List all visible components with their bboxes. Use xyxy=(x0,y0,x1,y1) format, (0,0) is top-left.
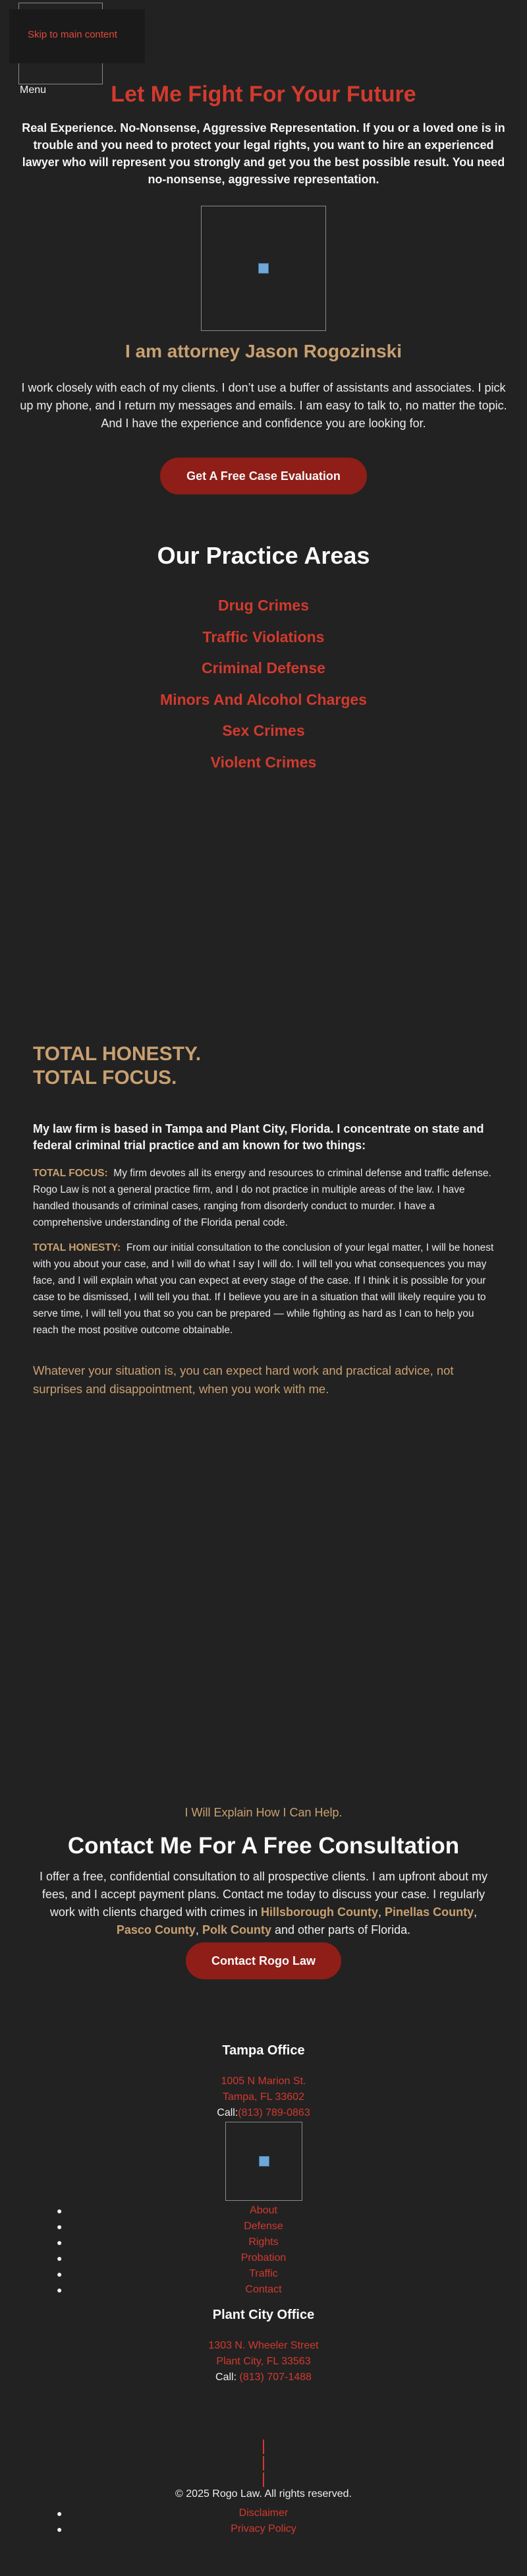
plant-city-address-line2[interactable]: Plant City, FL 33563 xyxy=(216,2356,311,2367)
firm-intro-text: My law firm is based in Tampa and Plant City, Florida. I concentrate on state and federal criminal trial practice and am known for two things: xyxy=(33,1122,484,1152)
county-link-pasco[interactable]: Pasco County xyxy=(116,1923,196,1936)
practice-area-link[interactable]: Sex Crimes xyxy=(222,722,305,739)
total-honesty-text: From our initial consultation to the conclusion of your legal matter, I will be honest with you about your case, and I will do what I say I will do. I will tell you what consequences you may face, and I will explain what you can expect at every stage of the case. If I think it is possible for your case to be dismissed, I will tell you that. If I believe you are in a situation that will likely require you to serve time, I will tell you that so you can be prepared — while fighting as hard as I can to help you reach the most positive outcome obtainable. xyxy=(33,1242,494,1336)
footer-nav xyxy=(0,2203,527,2298)
total-honesty-paragraph xyxy=(33,1240,494,1338)
honesty-focus-heading xyxy=(33,1042,201,1090)
tampa-phone-line xyxy=(0,2107,527,2119)
county-separator: , xyxy=(378,1905,382,1919)
footer-nav-label: Probation xyxy=(240,2252,287,2263)
footer-nav-label: Rights xyxy=(248,2236,279,2248)
attorney-intro-text: I work closely with each of my clients. I don’t use a buffer of assistants and associates. I pick up my phone, and I return my messages and emails. I am easy to talk to, no matter the topic. And I have the experience and confidence you are looking for. xyxy=(20,381,507,430)
practice-area-link[interactable]: Drug Crimes xyxy=(217,597,310,614)
attorney-photo xyxy=(201,206,326,331)
honesty-title-line1: TOTAL HONESTY. xyxy=(33,1043,202,1065)
total-honesty-label: TOTAL HONESTY: xyxy=(33,1242,121,1253)
practice-area-link[interactable]: Criminal Defense xyxy=(202,659,325,676)
county-link-polk[interactable]: Polk County xyxy=(202,1923,271,1936)
county-separator: , xyxy=(195,1923,199,1936)
footer-nav-item[interactable] xyxy=(0,2234,527,2250)
county-link-pinellas[interactable]: Pinellas County xyxy=(385,1905,474,1919)
footer-nav-label: Defense xyxy=(244,2221,283,2232)
practice-area-link[interactable]: Minors And Alcohol Charges xyxy=(160,690,367,708)
plant-city-address-line1[interactable]: 1303 N. Wheeler Street xyxy=(208,2340,319,2351)
footer-nav-label: Contact xyxy=(245,2284,282,2295)
copyright-text: © 2025 Rogo Law. All rights reserved. xyxy=(175,2488,352,2500)
contact-tagline: I Will Explain How I Can Help. xyxy=(184,1806,343,1819)
legal-nav xyxy=(0,2505,527,2537)
footer-nav-item[interactable] xyxy=(0,2282,527,2298)
bullet-icon: ● xyxy=(57,2237,63,2248)
bullet-icon: ● xyxy=(57,2205,63,2216)
total-focus-label: TOTAL FOCUS: xyxy=(33,1168,108,1179)
total-focus-text: My firm devotes all its energy and resources to criminal defense and traffic defense. Rogo Law is not a general practice firm, and I do not practice in multiple areas of the law. I have handled thousands of criminal cases, ranging from disorderly conduct to murder. I have a comprehensive understanding of the Florida penal code. xyxy=(33,1168,491,1228)
contact-heading: Contact Me For A Free Consultation xyxy=(67,1833,460,1859)
legal-link-label: Privacy Policy xyxy=(231,2523,296,2534)
tampa-phone-link[interactable]: (813) 789-0863 xyxy=(238,2107,310,2118)
social-link-icon[interactable] xyxy=(263,2472,264,2487)
legal-link-disclaimer[interactable] xyxy=(0,2505,527,2521)
bullet-icon: ● xyxy=(57,2253,63,2263)
skip-to-main-content-link[interactable]: Skip to main content xyxy=(9,9,145,63)
footer-logo[interactable] xyxy=(225,2122,302,2201)
contact-text xyxy=(33,1868,494,1939)
plant-city-phone-link[interactable]: (813) 707-1488 xyxy=(239,2372,312,2383)
contact-text-before: I offer a free, confidential consultation to all prospective clients. I am upfront about my fees, and I accept payment plans. Contact me today to discuss your case. I regularly work with clients charged with crimes in xyxy=(39,1870,488,1919)
footer-nav-label: About xyxy=(250,2205,277,2216)
hero-subtitle: Real Experience. No-Nonsense, Aggressive Representation. If you or a loved one is in trouble and you need to protect your legal rights, you want to hire an experienced lawyer who will represent you strongly and get you the best possible result. You need no-nonsense, aggressive representation. xyxy=(22,121,505,186)
contact-rogo-law-button[interactable]: Contact Rogo Law xyxy=(186,1942,341,1979)
contact-text-after: and other parts of Florida. xyxy=(274,1923,411,1936)
county-link-hillsborough[interactable]: Hillsborough County xyxy=(261,1905,379,1919)
tampa-address-line1[interactable]: 1005 N Marion St. xyxy=(221,2076,306,2087)
image-placeholder-icon xyxy=(258,263,269,274)
footer-nav-item[interactable] xyxy=(0,2203,527,2219)
closing-statement: Whatever your situation is, you can expect hard work and practical advice, not surprises and disappointment, when you work with me. xyxy=(33,1363,454,1396)
plant-city-office-heading: Plant City Office xyxy=(212,2308,315,2322)
menu-button[interactable]: Menu xyxy=(20,84,47,96)
tampa-office-heading: Tampa Office xyxy=(222,2043,305,2058)
practice-areas-list xyxy=(0,593,527,781)
county-separator: , xyxy=(474,1905,478,1919)
legal-link-label: Disclaimer xyxy=(238,2507,289,2519)
bullet-icon: ● xyxy=(57,2285,63,2295)
bullet-icon: ● xyxy=(57,2269,63,2279)
bullet-icon: ● xyxy=(57,2508,63,2519)
honesty-title-line2: TOTAL FOCUS. xyxy=(33,1067,177,1089)
social-link-icon[interactable] xyxy=(263,2456,264,2471)
image-placeholder-icon xyxy=(259,2156,269,2167)
bullet-icon: ● xyxy=(57,2221,63,2232)
social-link-icon[interactable] xyxy=(263,2440,264,2454)
tampa-call-label: Call: xyxy=(217,2107,238,2118)
hero-title: Let Me Fight For Your Future xyxy=(111,82,416,107)
plant-city-phone-line xyxy=(0,2372,527,2383)
practice-areas-heading: Our Practice Areas xyxy=(157,542,370,569)
practice-area-link[interactable]: Traffic Violations xyxy=(202,628,325,645)
footer-nav-item[interactable] xyxy=(0,2219,527,2234)
bullet-icon: ● xyxy=(57,2524,63,2534)
footer-nav-item[interactable] xyxy=(0,2266,527,2282)
attorney-heading: I am attorney Jason Rogozinski xyxy=(125,341,402,361)
legal-link-privacy-policy[interactable] xyxy=(0,2521,527,2537)
plant-city-call-label: Call: xyxy=(215,2372,237,2383)
free-case-evaluation-button[interactable]: Get A Free Case Evaluation xyxy=(160,458,367,494)
practice-area-link[interactable]: Violent Crimes xyxy=(210,753,317,771)
total-focus-paragraph xyxy=(33,1165,494,1231)
tampa-address-line2[interactable]: Tampa, FL 33602 xyxy=(223,2091,304,2103)
footer-nav-item[interactable] xyxy=(0,2250,527,2266)
footer-nav-label: Traffic xyxy=(249,2268,278,2279)
